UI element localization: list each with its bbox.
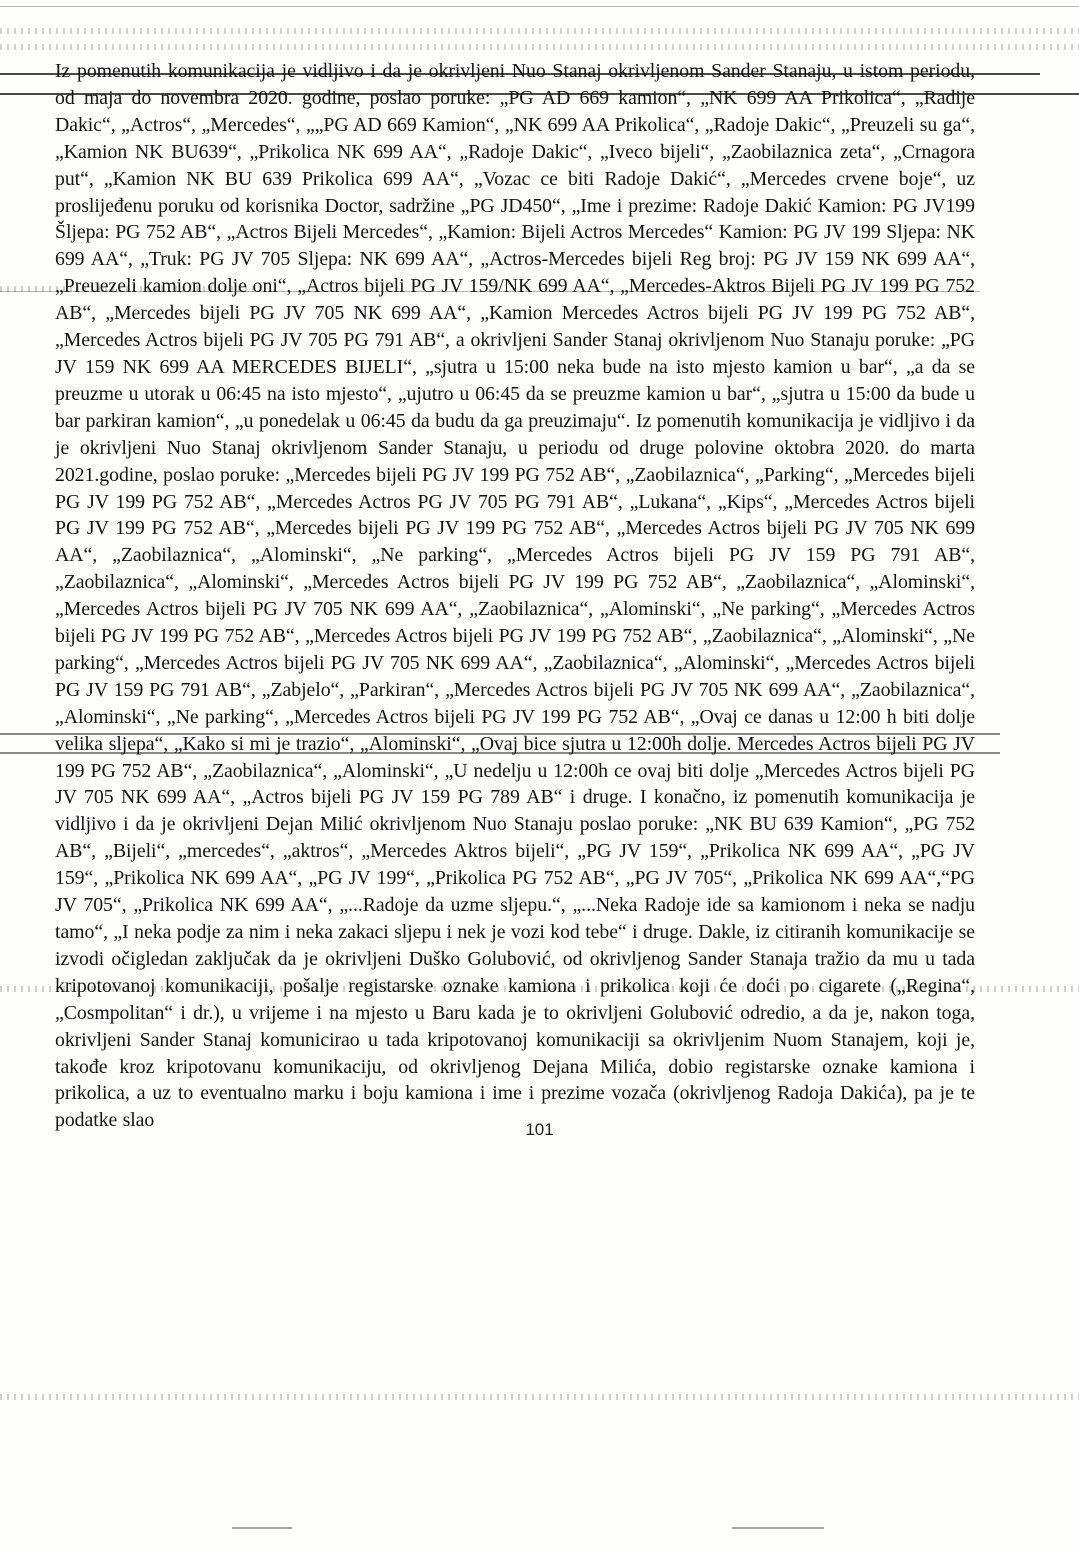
scan-artifact-speckle (0, 28, 1079, 34)
scan-artifact-speckle (0, 44, 1079, 50)
document-body-paragraph: Iz pomenutih komunikacija je vidljivo i da je okrivljeni Nuo Stanaj okrivljenom Sander Stanaju, u istom periodu, od maja do novembra 2020. godine, poslao poruke: „PG AD 669 kamion“, „NK 699 AA Prikolica“, „Radije Dakic“, „Actros“, „Mercedes“, „„PG AD 669 Kamion“, „NK 699 AA Prikolica“, „Radoje Dakic“, „Preuzeli su ga“, „Kamion NK BU639“, „Prikolica NK 699 AA“, „Radoje Dakic“, „Iveco bijeli“, „Zaobilaznica zeta“, „Crnagora put“, „Kamion NK BU 639 Prikolica 699 AA“, „Vozac ce biti Radoje Dakić“, „Mercedes crvene boje“, uz proslijeđenu poruku od korisnika Doctor, sadržine „PG JD450“, „Ime i prezime: Radoje Dakić Kamion: PG JV199 Šljepa: PG 752 AB“, „Actros Bijeli Mercedes“, „Kamion: Bijeli Actros Mercedes“ Kamion: PG JV 199 Sljepa: NK 699 AA“, „Truk: PG JV 705 Sljepa: NK 699 AA“, „Actros-Mercedes bijeli Reg broj: PG JV 159 NK 699 AA“, „Preuezeli kamion dolje oni“, „Actros bijeli PG JV 159/NK 699 AA“, „Mercedes-Aktros Bijeli PG JV 199 PG 752 AB“, „Mercedes bijeli PG JV 705 NK 699 AA“, „Kamion Mercedes Actros bijeli PG JV 199 PG 752 AB“, „Mercedes Actros bijeli PG JV 705 PG 791 AB“, a okrivljeni Sander Stanaj okrivljenom Nuo Stanaju poruke: „PG JV 159 NK 699 AA MERCEDES BIJELI“, „sjutra u 15:00 neka bude na isto mjesto kamion u bar“, „a da se preuzme u utorak u 06:45 na isto mjesto“, „ujutro u 06:45 da se preuzme kamion u bar“, „sjutra u 15:00 da bude u bar parkiran kamion“, „u ponedelak u 06:45 da budu da ga preuzimaju“. Iz pomenutih komunikacija je vidljivo i da je okrivljeni Nuo Stanaj okrivljenom Sander Stanaju, u periodu od druge polovine oktobra 2020. do marta 2021.godine, poslao poruke: „Mercedes bijeli PG JV 199 PG 752 AB“, „Zaobilaznica“, „Parking“, „Mercedes bijeli PG JV 199 PG 752 AB“, „Mercedes Actros PG JV 705 PG 791 AB“, „Lukana“, „Kips“, „Mercedes Actros bijeli PG JV 199 PG 752 AB“, „Mercedes bijeli PG JV 199 PG 752 AB“, „Mercedes Actros bijeli PG JV 705 NK 699 AA“, „Zaobilaznica“, „Alominski“, „Ne parking“, „Mercedes Actros bijeli PG JV 159 PG 791 AB“, „Zaobilaznica“, „Alominski“, „Mercedes Actros bijeli PG JV 199 PG 752 AB“, „Zaobilaznica“, „Alominski“, „Mercedes Actros bijeli PG JV 705 NK 699 AA“, „Zaobilaznica“, „Alominski“, „Ne parking“, „Mercedes Actros bijeli PG JV 199 PG 752 AB“, „Mercedes Actros bijeli PG JV 199 PG 752 AB“, „Zaobilaznica“, „Alominski“, „Ne parking“, „Mercedes Actros bijeli PG JV 705 NK 699 AA“, „Zaobilaznica“, „Alominski“, „Mercedes Actros bijeli PG JV 159 PG 791 AB“, „Zabjelo“, „Parkiran“, „Mercedes Actros bijeli PG JV 705 NK 699 AA“, „Zaobilaznica“, „Alominski“, „Ne parking“, „Mercedes Actros bijeli PG JV 199 PG 752 AB“, „Ovaj ce danas u 12:00 h biti dolje velika sljepa“, „Kako si mi je trazio“, „Alominski“, „Ovaj bice sjutra u 12:00h dolje. Mercedes Actros bijeli PG JV 199 PG 752 AB“, „Zaobilaznica“, „Alominski“, „U nedelju u 12:00h ce ovaj biti dolje „Mercedes Actros bijeli PG JV 705 NK 699 AA“, „Actros bijeli PG JV 159 PG 789 AB“ i druge. I konačno, iz pomenutih komunikacija je vidljivo i da je okrivljeni Dejan Milić okrivljenom Nuo Stanaju poslao poruke: „NK BU 639 Kamion“, „PG 752 AB“, „Bijeli“, „mercedes“, „aktros“, „Mercedes Aktros bijeli“, „PG JV 159“, „Prikolica NK 699 AA“, „PG JV 159“, „Prikolica NK 699 AA“, „PG JV 199“, „Prikolica PG 752 AB“, „PG JV 705“, „Prikolica NK 699 AA“,“PG JV 705“, „Prikolica NK 699 AA“, „...Radoje da uzme sljepu.“, „...Neka Radoje ide sa kamionom i neka se nadju tamo“, „I neka podje za nim i neka zakaci sljepu i nek je vozi kod tebe“ i druge. Dakle, iz citiranih komunikacije se izvodi očigledan zaključak da je okrivljeni Duško Golubović, od okrivljenog Sander Stanaja tražio da mu u tada kripotovanoj komunikaciji, pošalje registarske oznake kamiona i prikolica koji će doći po cigarete („Regina“, „Cosmpolitan“ i dr.), u vrijeme i na mjesto u Baru kada je to okrivljeni Golubović odredio, a da je, nakon toga, okrivljeni Sander Stanaj komunicirao u tada kripotovanoj komunikaciji sa okrivljenim Nuom Stanajem, koji je, takođe kroz kripotovanu komunikaciju, od okrivljenog Dejana Milića, dobio registarske oznake kamiona i prikolica, a uz to eventualno marku i boju kamiona i ime i prezime vozača (okrivljenog Radoja Dakića), pa je te podatke slao (55, 60, 975, 1132)
page-number: 101 (525, 1120, 554, 1139)
scan-artifact-line (0, 6, 1079, 7)
scan-artifact-speckle (0, 1394, 1079, 1400)
scan-artifact-dash (232, 1527, 292, 1529)
scan-artifact-dash (732, 1527, 824, 1529)
